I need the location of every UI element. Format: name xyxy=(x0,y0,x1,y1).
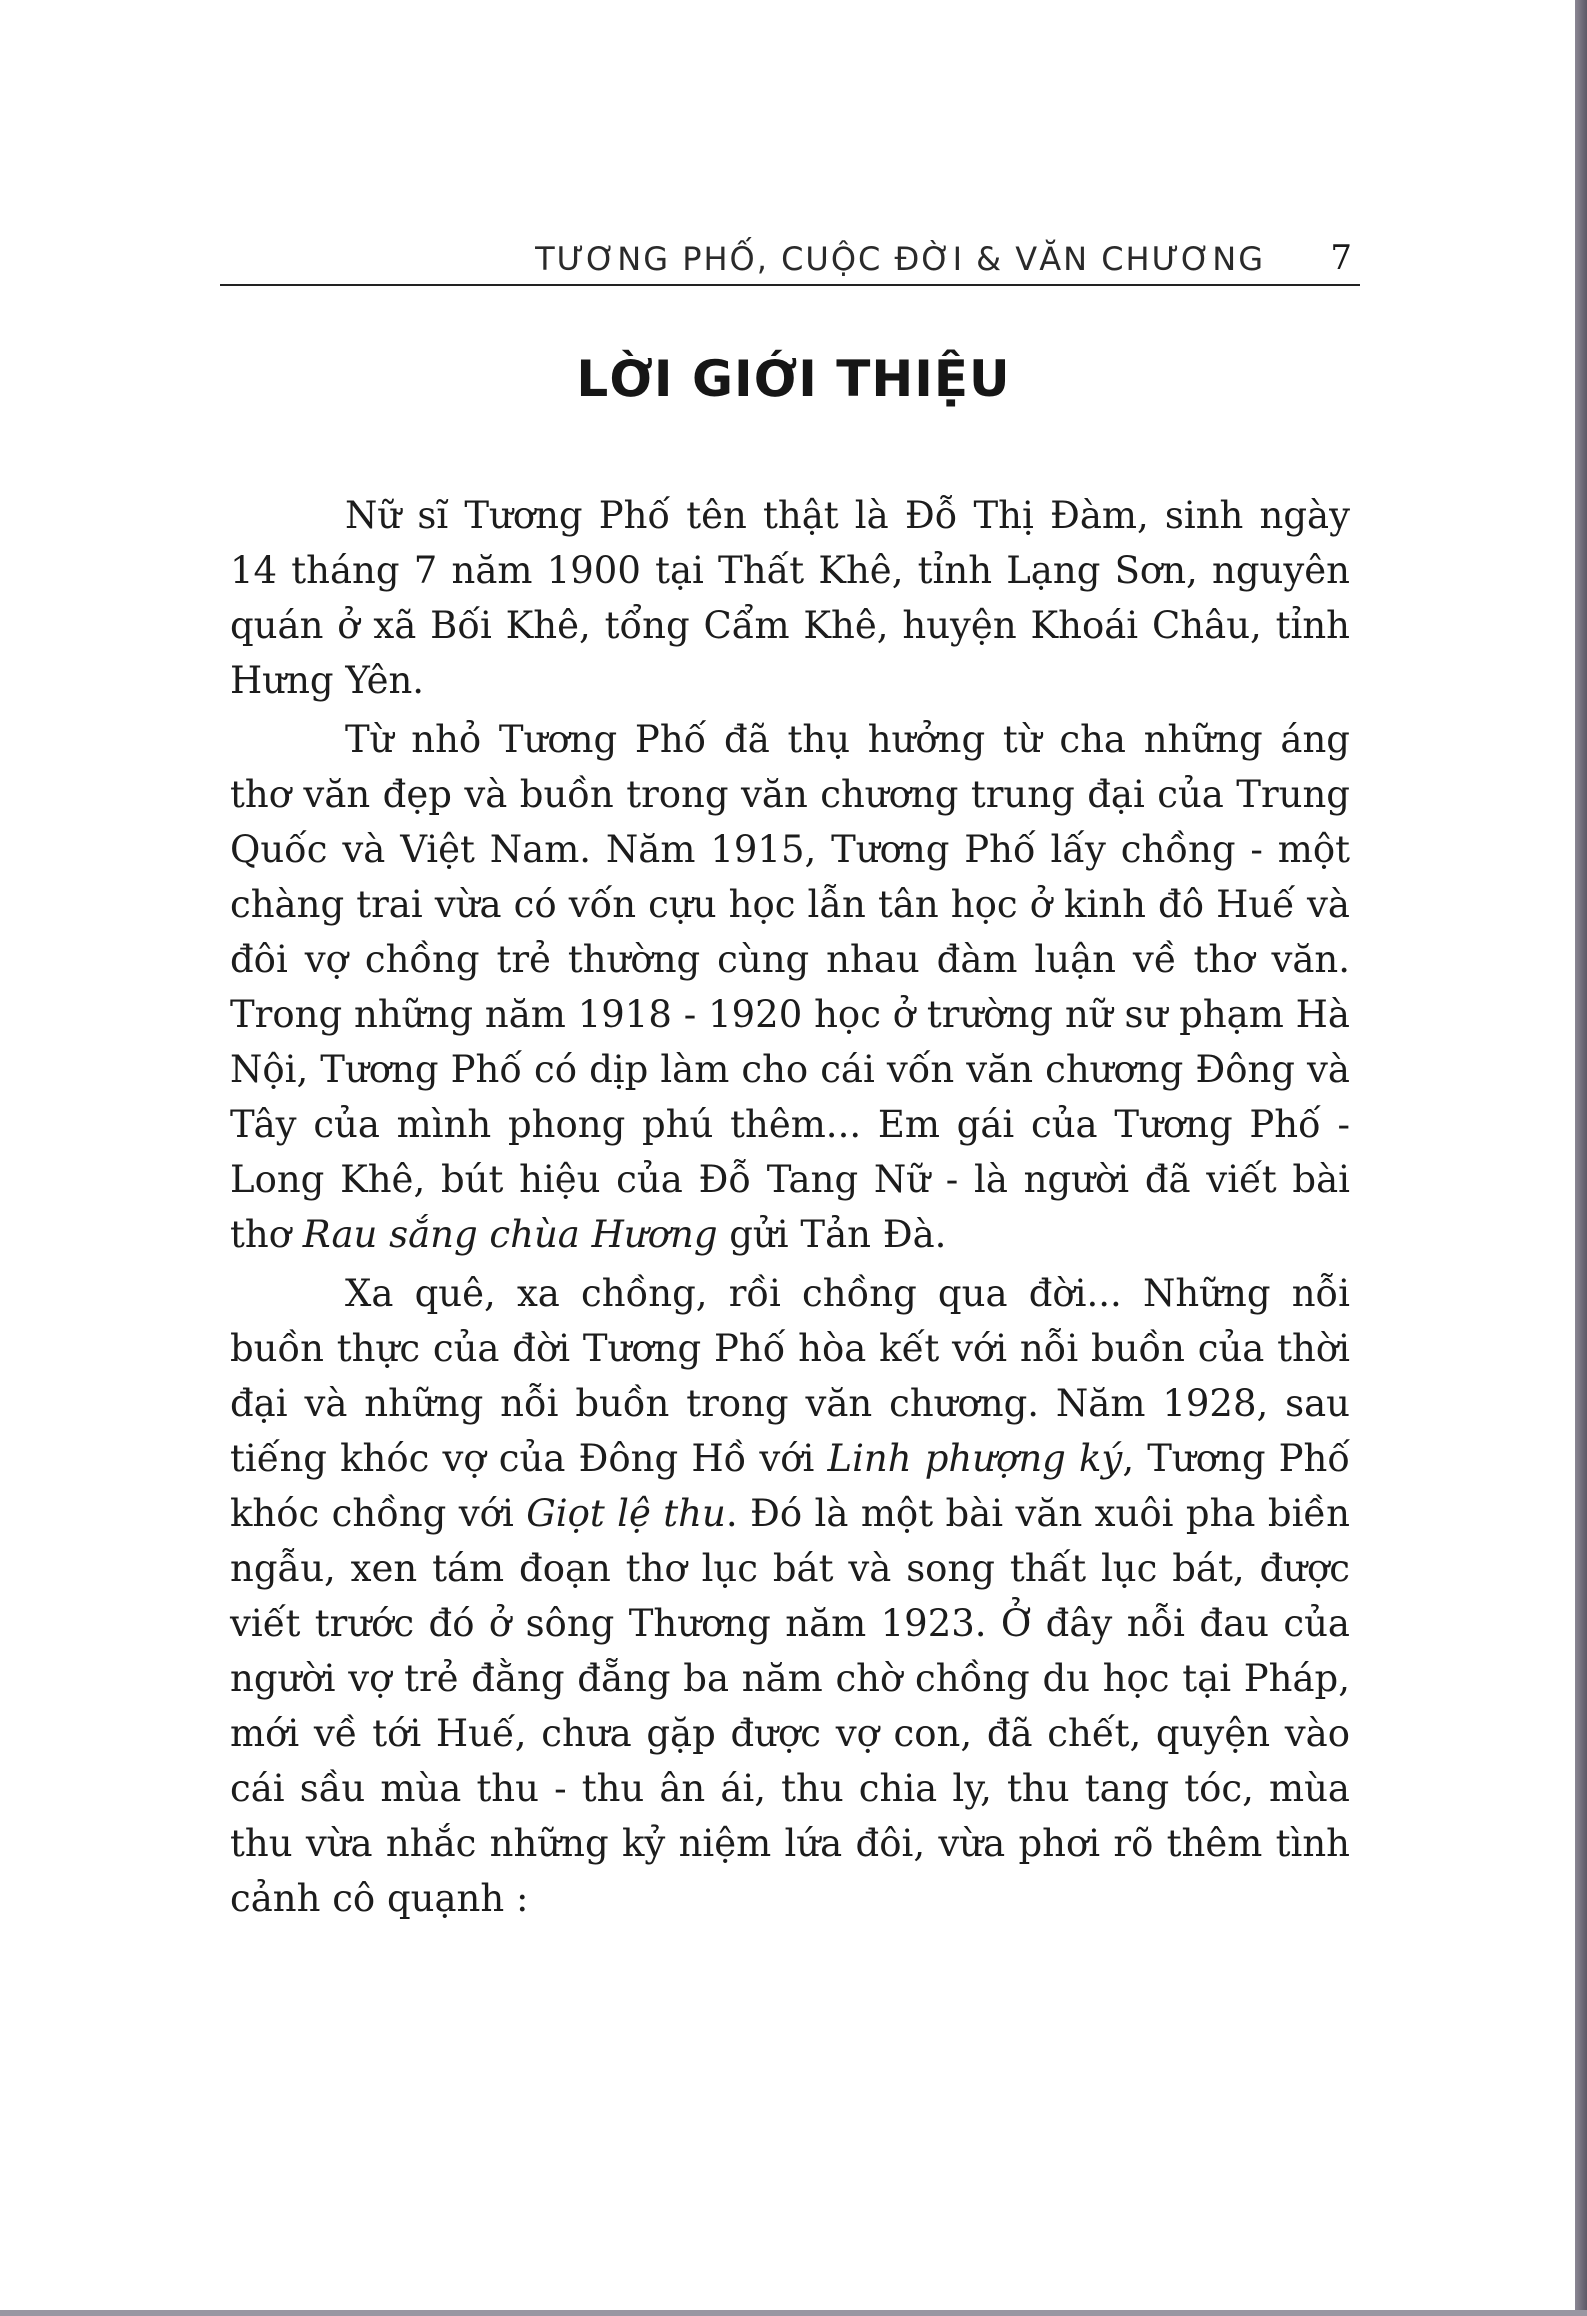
chapter-title: LỜI GIỚI THIỆU xyxy=(576,350,1011,408)
page-edge-shadow xyxy=(1575,0,1587,2316)
page-bottom-edge xyxy=(0,2310,1587,2316)
paragraph-2 xyxy=(230,712,1350,1262)
paragraph-3-text-a: Xa quê, xa chồng, rồi chồng qua đời... Những nỗi buồn thực của đời Tương Phố hòa kết với nỗi buồn của thời đại và những nỗi buồn trong văn chương. Năm 1928, sau tiếng khóc vợ của Đông Hồ với xyxy=(230,1272,1350,1480)
page-number: 7 xyxy=(1330,238,1352,278)
paragraph-2-text-a: Từ nhỏ Tương Phố đã thụ hưởng từ cha những áng thơ văn đẹp và buồn trong văn chương trung đại của Trung Quốc và Việt Nam. Năm 1915, Tương Phố lấy chồng - một chàng trai vừa có vốn cựu học lẫn tân học ở kinh đô Huế và đôi vợ chồng trẻ thường cùng nhau đàm luận về thơ văn. Trong những năm 1918 - 1920 học ở trường nữ sư phạm Hà Nội, Tương Phố có dịp làm cho cái vốn văn chương Đông và Tây của mình phong phú thêm... Em gái của Tương Phố - Long Khê, bút hiệu của Đỗ Tang Nữ - là người đã viết bài thơ xyxy=(230,718,1350,1256)
poem-title-rau-sang-chua-huong: Rau sắng chùa Hương xyxy=(302,1213,718,1256)
running-header-title: TƯƠNG PHỐ, CUỘC ĐỜI & VĂN CHƯƠNG xyxy=(535,240,1265,278)
paragraph-3-text-b: , Tương Phố khóc chồng với xyxy=(230,1437,1350,1535)
paragraph-3 xyxy=(230,1266,1350,1926)
paragraph-1-text: Nữ sĩ Tương Phố tên thật là Đỗ Thị Đàm, sinh ngày 14 tháng 7 năm 1900 tại Thất Khê, tỉnh Lạng Sơn, nguyên quán ở xã Bối Khê, tổng Cẩm Khê, huyện Khoái Châu, tỉnh Hưng Yên. xyxy=(230,494,1350,702)
paragraph-2-text-b: gửi Tản Đà. xyxy=(717,1213,947,1256)
work-title-giot-le-thu: Giọt lệ thu xyxy=(526,1492,726,1535)
paragraph-1 xyxy=(230,488,1350,708)
work-title-linh-phuong-ky: Linh phượng ký xyxy=(827,1437,1123,1480)
running-header xyxy=(220,236,1360,286)
paragraph-3-text-c: . Đó là một bài văn xuôi pha biền ngẫu, xen tám đoạn thơ lục bát và song thất lục bát, được viết trước đó ở sông Thương năm 1923. Ở đây nỗi đau của người vợ trẻ đằng đẵng ba năm chờ chồng du học tại Pháp, mới về tới Huế, chưa gặp được vợ con, đã chết, quyện vào cái sầu mùa thu - thu ân ái, thu chia ly, thu tang tóc, mùa thu vừa nhắc những kỷ niệm lứa đôi, vừa phơi rõ thêm tình cảnh cô quạnh : xyxy=(230,1492,1350,1920)
body-text xyxy=(230,488,1350,1930)
